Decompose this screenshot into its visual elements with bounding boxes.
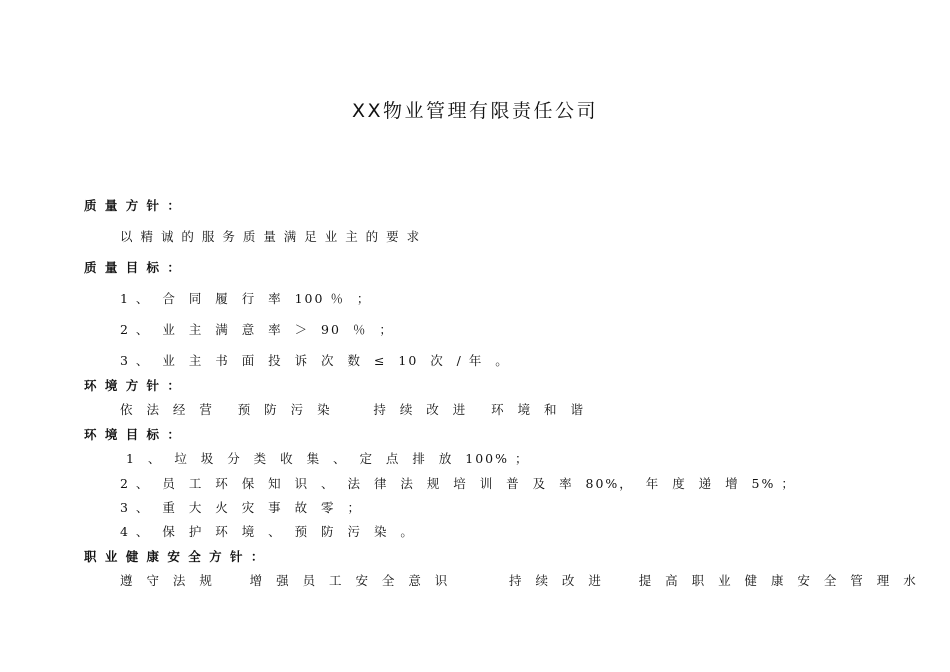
ohs-policy-heading: 职 业 健 康 安 全 方 针 ：: [84, 549, 266, 564]
quality-policy-text: 以 精 诚 的 服 务 质 量 满 足 业 主 的 要 求: [120, 229, 422, 244]
quality-goal-item-2: 2 、 业 主 满 意 率 ＞ 90 ％ ；: [120, 322, 394, 337]
quality-goal-item-3: 3 、 业 主 书 面 投 诉 次 数 ≤ 10 次 / 年 。: [120, 353, 510, 368]
ohs-policy-text: 遵 守 法 规 增 强 员 工 安 全 意 识 持 续 改 进 提 高 职 业 健 康 安 全 管 理 水: [120, 573, 918, 588]
environment-policy-text: 依 法 经 营 预 防 污 染 持 续 改 进 环 境 和 谐: [120, 402, 585, 417]
environment-goal-item-4: 4 、 保 护 环 境 、 预 防 污 染 。: [120, 524, 415, 539]
quality-goal-heading: 质 量 目 标 ：: [84, 260, 182, 275]
environment-policy-heading: 环 境 方 针 ：: [84, 378, 182, 393]
page-title: XX物业管理有限责任公司: [351, 100, 599, 122]
environment-goal-item-1: 1 、 垃 圾 分 类 收 集 、 定 点 排 放 100% ；: [126, 451, 530, 466]
quality-goal-item-1: 1 、 合 同 履 行 率 100 ％ ；: [120, 291, 372, 306]
environment-goal-heading: 环 境 目 标 ：: [84, 427, 182, 442]
environment-goal-item-3: 3 、 重 大 火 灾 事 故 零 ；: [120, 500, 363, 515]
quality-policy-heading: 质 量 方 针 ：: [84, 198, 182, 213]
environment-goal-item-2: 2 、 员 工 环 保 知 识 、 法 律 法 规 培 训 普 及 率 80%， 年 度 递 增 5% ；: [120, 476, 796, 491]
